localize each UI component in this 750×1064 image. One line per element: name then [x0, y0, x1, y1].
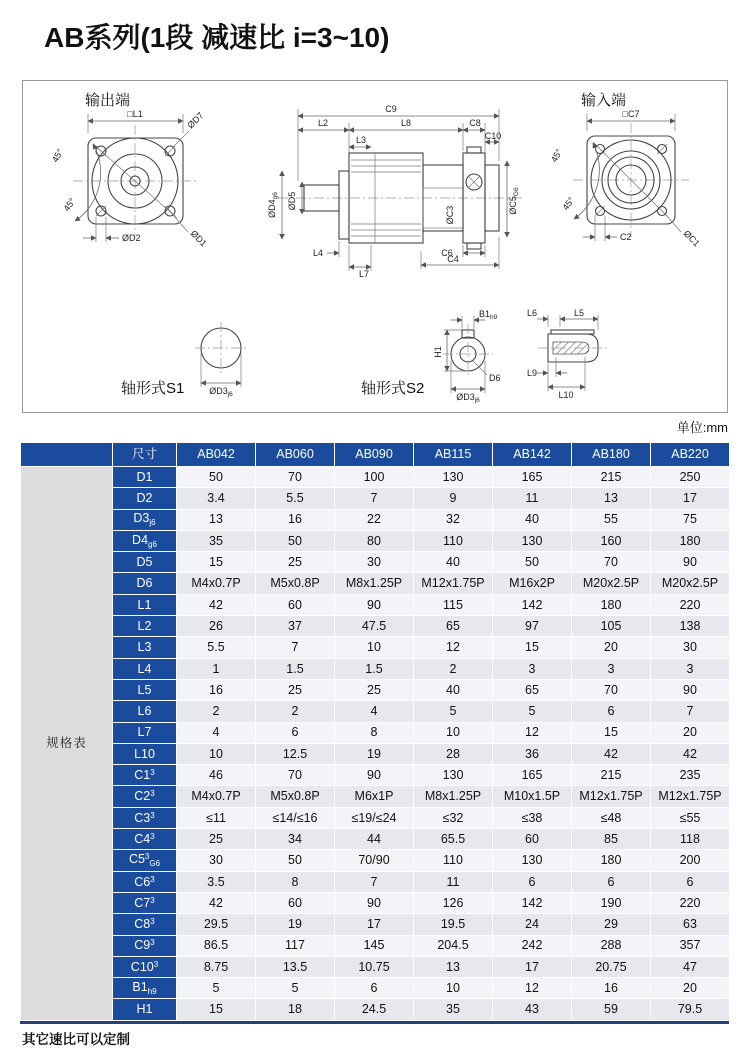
dim-l8-label: L8: [400, 118, 412, 128]
data-cell: 13: [177, 509, 256, 530]
data-cell: 43: [493, 999, 572, 1020]
data-cell: M8x1.25P: [335, 573, 414, 594]
data-cell: 242: [493, 935, 572, 956]
data-cell: 85: [572, 829, 651, 850]
data-cell: 105: [572, 616, 651, 637]
row-label: $D3_{j6}$: [113, 509, 177, 530]
data-cell: 215: [572, 467, 651, 488]
data-cell: 215: [572, 765, 651, 786]
data-cell: 220: [651, 594, 730, 615]
dim-d3-label-s1: $ØD3_{j6}$: [209, 386, 233, 398]
data-cell: M4x0.7P: [177, 573, 256, 594]
spec-label-cell: 规格表: [21, 467, 113, 1021]
data-cell: 3: [651, 658, 730, 679]
data-cell: 8.75: [177, 956, 256, 977]
data-cell: 16: [256, 509, 335, 530]
row-label: D1: [113, 467, 177, 488]
data-cell: 6: [335, 978, 414, 999]
data-cell: 19: [335, 743, 414, 764]
data-cell: 165: [493, 467, 572, 488]
data-cell: 250: [651, 467, 730, 488]
data-cell: 110: [414, 850, 493, 871]
data-cell: 46: [177, 765, 256, 786]
table-row: [21, 679, 730, 700]
data-cell: 47.5: [335, 616, 414, 637]
data-cell: 3: [572, 658, 651, 679]
data-cell: ≤19/≤24: [335, 807, 414, 828]
data-cell: 142: [493, 892, 572, 913]
unit-label: 单位:mm: [676, 420, 728, 435]
dim-c3-label: ØC3: [445, 205, 455, 225]
row-label: D5: [113, 552, 177, 573]
data-cell: 17: [651, 488, 730, 509]
data-cell: 288: [572, 935, 651, 956]
data-cell: 115: [414, 594, 493, 615]
row-label: $C4^3$: [113, 829, 177, 850]
table-row: [21, 807, 730, 828]
data-cell: 17: [493, 956, 572, 977]
data-cell: 25: [177, 829, 256, 850]
data-cell: 70: [572, 552, 651, 573]
table-row: [21, 892, 730, 913]
data-cell: 44: [335, 829, 414, 850]
data-cell: 17: [335, 914, 414, 935]
data-cell: M8x1.25P: [414, 786, 493, 807]
table-row: [21, 530, 730, 551]
data-cell: 4: [177, 722, 256, 743]
data-cell: 130: [493, 850, 572, 871]
table-body: [21, 467, 730, 1021]
dim-c10-label: C10: [484, 131, 502, 141]
data-cell: 145: [335, 935, 414, 956]
data-cell: M10x1.5P: [493, 786, 572, 807]
note-text: 其它速比可以定制: [22, 1032, 130, 1047]
data-cell: 110: [414, 530, 493, 551]
table-row: [21, 935, 730, 956]
shaft-s1-drawing: [121, 322, 247, 398]
data-cell: 15: [177, 552, 256, 573]
data-cell: 2: [256, 701, 335, 722]
row-label: $D4_{g6}$: [113, 530, 177, 551]
row-label: $C7^3$: [113, 892, 177, 913]
data-cell: 9: [414, 488, 493, 509]
data-cell: 42: [177, 892, 256, 913]
data-cell: 160: [572, 530, 651, 551]
dim-d1-label: ØD1: [188, 228, 209, 249]
row-label: D6: [113, 573, 177, 594]
data-cell: 10: [335, 637, 414, 658]
data-cell: 11: [414, 871, 493, 892]
data-cell: 90: [335, 594, 414, 615]
data-cell: 10: [414, 722, 493, 743]
data-cell: 180: [572, 594, 651, 615]
row-label: $C1^3$: [113, 765, 177, 786]
table-row: [21, 701, 730, 722]
data-cell: 19: [256, 914, 335, 935]
data-cell: 60: [256, 594, 335, 615]
dim-b1-label: $B1_{h9}$: [479, 309, 498, 321]
dim-l1-label: □L1: [127, 109, 143, 119]
dim-c9-label: C9: [385, 104, 397, 114]
column-header: AB042: [177, 443, 256, 467]
data-cell: 26: [177, 616, 256, 637]
data-cell: 40: [414, 679, 493, 700]
data-cell: 5: [493, 701, 572, 722]
dim-h1-label: H1: [433, 346, 443, 358]
data-cell: 5: [177, 978, 256, 999]
row-label: L7: [113, 722, 177, 743]
spec-table-wrap: [20, 442, 729, 1024]
table-row: [21, 914, 730, 935]
data-cell: 35: [177, 530, 256, 551]
dim-c4-label: C4: [447, 254, 459, 264]
output-end-title: 输出端: [85, 92, 131, 109]
data-cell: 20: [651, 978, 730, 999]
data-cell: 180: [651, 530, 730, 551]
side-view-drawing: [267, 104, 523, 279]
dim-l10-label: L10: [558, 390, 574, 400]
data-cell: 126: [414, 892, 493, 913]
dim-d5-label: ØD5: [287, 191, 297, 211]
data-cell: 6: [493, 871, 572, 892]
technical-drawing-panel: [22, 80, 728, 413]
data-cell: 10.75: [335, 956, 414, 977]
spec-table: [20, 442, 730, 1021]
dim-c7-label: □C7: [622, 109, 640, 119]
data-cell: 165: [493, 765, 572, 786]
dim-l6-label: L6: [526, 308, 538, 318]
data-cell: 8: [335, 722, 414, 743]
data-cell: 50: [493, 552, 572, 573]
data-cell: 70: [256, 467, 335, 488]
data-cell: 25: [256, 552, 335, 573]
dim-45-label-1: 45°: [49, 147, 66, 164]
data-cell: 12.5: [256, 743, 335, 764]
data-cell: ≤38: [493, 807, 572, 828]
data-cell: 42: [651, 743, 730, 764]
row-label: $C5^3_{G6}$: [113, 850, 177, 871]
column-header: AB142: [493, 443, 572, 467]
dim-45-label-4: 45°: [560, 195, 577, 213]
row-label: $C2^3$: [113, 786, 177, 807]
data-cell: 2: [414, 658, 493, 679]
shaft-s1-title: 轴形式S1: [121, 380, 185, 397]
data-cell: M5x0.8P: [256, 786, 335, 807]
row-label: L3: [113, 637, 177, 658]
shaft-s2-drawing: [361, 308, 608, 404]
row-label: $C9^3$: [113, 935, 177, 956]
data-cell: 117: [256, 935, 335, 956]
data-cell: 29: [572, 914, 651, 935]
data-cell: 65: [414, 616, 493, 637]
data-cell: 142: [493, 594, 572, 615]
data-cell: ≤32: [414, 807, 493, 828]
data-cell: M20x2.5P: [651, 573, 730, 594]
data-cell: 22: [335, 509, 414, 530]
shaft-s2-title: 轴形式S2: [361, 380, 425, 397]
dim-d6-label: D6: [489, 373, 501, 383]
data-cell: 63: [651, 914, 730, 935]
data-cell: 1: [177, 658, 256, 679]
dim-l4-label: L4: [312, 248, 323, 258]
data-cell: 35: [414, 999, 493, 1020]
data-cell: M12x1.75P: [414, 573, 493, 594]
data-cell: 6: [651, 871, 730, 892]
row-label: $C8^3$: [113, 914, 177, 935]
data-cell: 25: [256, 679, 335, 700]
data-cell: 357: [651, 935, 730, 956]
table-corner-cell: [21, 443, 113, 467]
column-header: AB115: [414, 443, 493, 467]
table-row: [21, 871, 730, 892]
dim-l2-label: L2: [317, 118, 329, 128]
data-cell: 1.5: [256, 658, 335, 679]
data-cell: 40: [493, 509, 572, 530]
data-cell: 55: [572, 509, 651, 530]
data-cell: 7: [651, 701, 730, 722]
data-cell: 90: [651, 679, 730, 700]
data-cell: 13: [414, 956, 493, 977]
row-label: L4: [113, 658, 177, 679]
table-row: [21, 743, 730, 764]
data-cell: 25: [335, 679, 414, 700]
data-cell: 24: [493, 914, 572, 935]
data-cell: 18: [256, 999, 335, 1020]
table-row: [21, 616, 730, 637]
table-row: [21, 765, 730, 786]
data-cell: 34: [256, 829, 335, 850]
data-cell: 5: [414, 701, 493, 722]
data-cell: 10: [177, 743, 256, 764]
row-label: L5: [113, 679, 177, 700]
row-label: $C6^3$: [113, 871, 177, 892]
dim-c5-label: $ØC5_{G6}$: [508, 187, 520, 215]
table-row: [21, 999, 730, 1020]
data-cell: 130: [414, 765, 493, 786]
page-title: AB系列(1段 减速比 i=3~10): [44, 22, 390, 53]
data-cell: 12: [493, 722, 572, 743]
data-cell: 70: [256, 765, 335, 786]
data-cell: 65: [493, 679, 572, 700]
column-header: AB180: [572, 443, 651, 467]
column-header: AB220: [651, 443, 730, 467]
table-row: [21, 637, 730, 658]
output-end-drawing: [50, 92, 209, 249]
table-row: [21, 978, 730, 999]
row-label: $B1_{h9}$: [113, 978, 177, 999]
data-cell: 20.75: [572, 956, 651, 977]
dim-c1-label: ØC1: [681, 228, 702, 249]
data-cell: 60: [493, 829, 572, 850]
input-end-drawing: [549, 92, 702, 249]
table-row: [21, 573, 730, 594]
data-cell: 20: [572, 637, 651, 658]
data-cell: 118: [651, 829, 730, 850]
data-cell: 50: [256, 530, 335, 551]
data-cell: 220: [651, 892, 730, 913]
row-label: L10: [113, 743, 177, 764]
data-cell: 28: [414, 743, 493, 764]
table-row: [21, 467, 730, 488]
data-cell: 7: [335, 871, 414, 892]
table-header: [21, 443, 730, 467]
data-cell: 7: [335, 488, 414, 509]
data-cell: 6: [256, 722, 335, 743]
table-row: [21, 509, 730, 530]
table-row: [21, 594, 730, 615]
data-cell: 3.4: [177, 488, 256, 509]
data-cell: 32: [414, 509, 493, 530]
data-cell: 16: [572, 978, 651, 999]
table-row: [21, 850, 730, 871]
row-label: L6: [113, 701, 177, 722]
technical-drawing-svg: [23, 81, 727, 412]
data-cell: M6x1P: [335, 786, 414, 807]
data-cell: 13.5: [256, 956, 335, 977]
data-cell: 50: [177, 467, 256, 488]
data-cell: M12x1.75P: [651, 786, 730, 807]
data-cell: 5.5: [256, 488, 335, 509]
data-cell: 19.5: [414, 914, 493, 935]
dim-l5-label: L5: [573, 308, 585, 318]
data-cell: 4: [335, 701, 414, 722]
data-cell: M12x1.75P: [572, 786, 651, 807]
data-cell: 11: [493, 488, 572, 509]
data-cell: 190: [572, 892, 651, 913]
data-cell: 130: [493, 530, 572, 551]
column-header: AB090: [335, 443, 414, 467]
table-row: [21, 552, 730, 573]
data-cell: 42: [572, 743, 651, 764]
data-cell: ≤48: [572, 807, 651, 828]
data-cell: 79.5: [651, 999, 730, 1020]
table-row: [21, 488, 730, 509]
data-cell: 5: [256, 978, 335, 999]
data-cell: ≤55: [651, 807, 730, 828]
data-cell: 37: [256, 616, 335, 637]
data-cell: 20: [651, 722, 730, 743]
data-cell: 3.5: [177, 871, 256, 892]
row-label: L2: [113, 616, 177, 637]
data-cell: 6: [572, 871, 651, 892]
data-cell: 10: [414, 978, 493, 999]
data-cell: 3: [493, 658, 572, 679]
dim-l9-label: L9: [526, 368, 538, 378]
data-cell: ≤14/≤16: [256, 807, 335, 828]
data-cell: 15: [572, 722, 651, 743]
data-cell: 138: [651, 616, 730, 637]
row-label: H1: [113, 999, 177, 1020]
data-cell: 65.5: [414, 829, 493, 850]
data-cell: 42: [177, 594, 256, 615]
data-cell: 8: [256, 871, 335, 892]
data-cell: 100: [335, 467, 414, 488]
data-cell: 80: [335, 530, 414, 551]
data-cell: 29.5: [177, 914, 256, 935]
dim-d2-label: ØD2: [122, 233, 141, 243]
data-cell: 59: [572, 999, 651, 1020]
data-cell: 12: [414, 637, 493, 658]
data-cell: 5.5: [177, 637, 256, 658]
table-row: [21, 722, 730, 743]
dim-l7-label: L7: [358, 269, 370, 279]
dim-45-label-2: 45°: [61, 196, 78, 214]
data-cell: 200: [651, 850, 730, 871]
input-end-title: 输入端: [581, 92, 627, 109]
data-cell: M5x0.8P: [256, 573, 335, 594]
table-row: [21, 658, 730, 679]
data-cell: 47: [651, 956, 730, 977]
data-cell: 7: [256, 637, 335, 658]
data-cell: 16: [177, 679, 256, 700]
data-cell: 2: [177, 701, 256, 722]
dim-c2-label: C2: [620, 232, 632, 242]
data-cell: ≤11: [177, 807, 256, 828]
dim-d7-label: ØD7: [185, 110, 206, 131]
data-cell: 235: [651, 765, 730, 786]
row-label: L1: [113, 594, 177, 615]
data-cell: 90: [651, 552, 730, 573]
dim-d4-label: $ØD4_{g6}$: [267, 192, 279, 218]
data-cell: 50: [256, 850, 335, 871]
data-cell: 97: [493, 616, 572, 637]
data-cell: 130: [414, 467, 493, 488]
row-label: $C3^3$: [113, 807, 177, 828]
data-cell: 6: [572, 701, 651, 722]
size-header-cell: 尺寸: [113, 443, 177, 467]
data-cell: M20x2.5P: [572, 573, 651, 594]
data-cell: 90: [335, 892, 414, 913]
data-cell: 75: [651, 509, 730, 530]
dim-c8-label: C8: [469, 118, 481, 128]
data-cell: 70/90: [335, 850, 414, 871]
dim-d3-label-s2: $ØD3_{j6}$: [456, 392, 480, 404]
data-cell: 70: [572, 679, 651, 700]
data-cell: 180: [572, 850, 651, 871]
data-cell: 36: [493, 743, 572, 764]
data-cell: 30: [177, 850, 256, 871]
data-cell: M16x2P: [493, 573, 572, 594]
column-header: AB060: [256, 443, 335, 467]
data-cell: 30: [335, 552, 414, 573]
data-cell: 60: [256, 892, 335, 913]
data-cell: 90: [335, 765, 414, 786]
data-cell: 24.5: [335, 999, 414, 1020]
data-cell: 86.5: [177, 935, 256, 956]
row-label: $C10^3$: [113, 956, 177, 977]
dim-c6-label: C6: [441, 248, 453, 258]
data-cell: 40: [414, 552, 493, 573]
data-cell: 15: [493, 637, 572, 658]
dim-45-label-3: 45°: [548, 147, 565, 164]
data-cell: M4x0.7P: [177, 786, 256, 807]
table-row: [21, 786, 730, 807]
row-label: D2: [113, 488, 177, 509]
data-cell: 1.5: [335, 658, 414, 679]
table-row: [21, 829, 730, 850]
data-cell: 12: [493, 978, 572, 999]
table-row: [21, 956, 730, 977]
data-cell: 204.5: [414, 935, 493, 956]
data-cell: 13: [572, 488, 651, 509]
dim-l3-label: L3: [355, 135, 367, 145]
data-cell: 15: [177, 999, 256, 1020]
data-cell: 30: [651, 637, 730, 658]
